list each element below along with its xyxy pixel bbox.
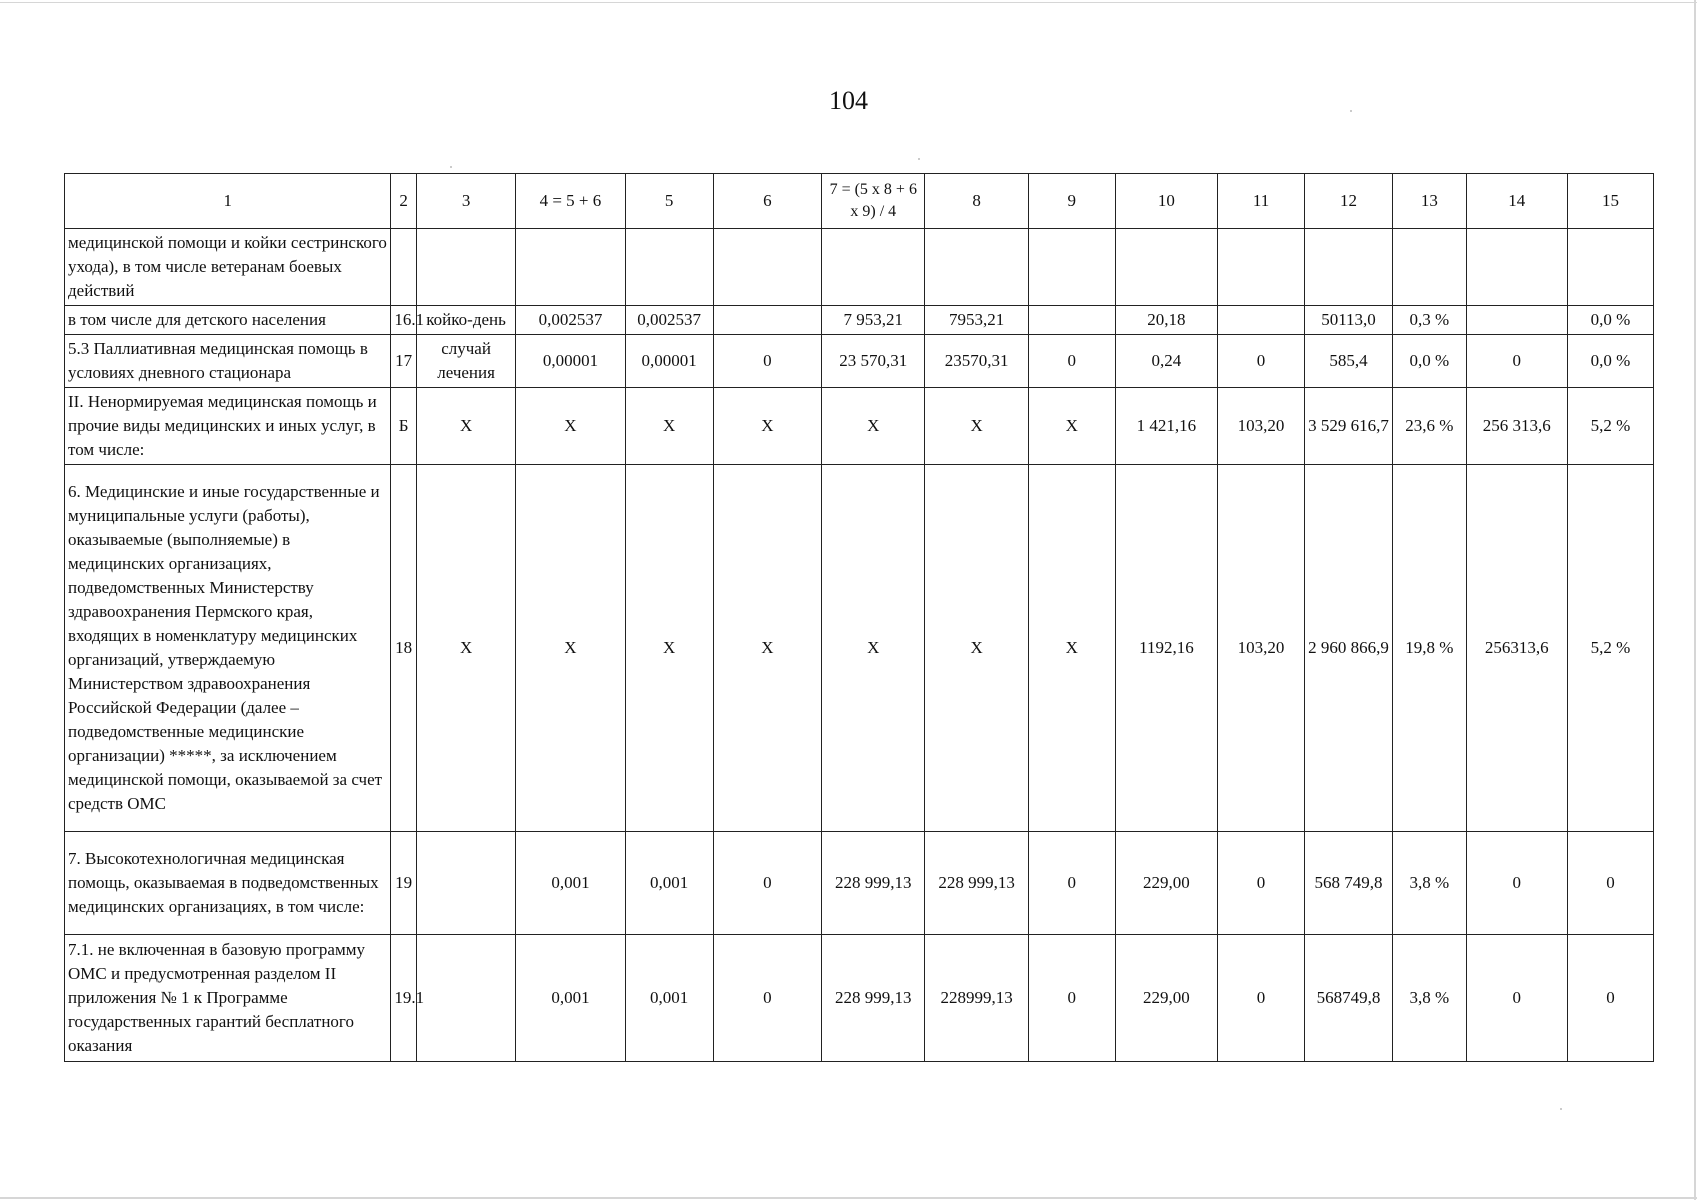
table-cell: 0 bbox=[1567, 832, 1653, 935]
table-cell: 0,00001 bbox=[516, 335, 625, 388]
table-cell bbox=[822, 229, 925, 306]
header-cell: 2 bbox=[391, 174, 417, 229]
header-cell: 1 bbox=[65, 174, 391, 229]
table-cell: 2 960 866,9 bbox=[1305, 465, 1393, 832]
table-cell bbox=[1567, 229, 1653, 306]
table-cell: 3,8 % bbox=[1393, 832, 1467, 935]
table-cell: 228 999,13 bbox=[822, 832, 925, 935]
table-cell: Х bbox=[1028, 388, 1115, 465]
table-row bbox=[65, 229, 1654, 306]
table-cell: 0,24 bbox=[1115, 335, 1217, 388]
table-cell: 256 313,6 bbox=[1466, 388, 1567, 465]
table-cell: 0 bbox=[1218, 335, 1305, 388]
table-cell: 0,0 % bbox=[1567, 306, 1653, 335]
table-cell bbox=[1466, 306, 1567, 335]
table-cell: 16.1 bbox=[391, 306, 417, 335]
table-cell: 0,0 % bbox=[1393, 335, 1467, 388]
table-cell: 0,001 bbox=[625, 832, 713, 935]
row-label: 5.3 Паллиативная медицинская помощь в условиях дневного стационара bbox=[65, 335, 391, 388]
table-cell: 229,00 bbox=[1115, 832, 1217, 935]
table-cell: Х bbox=[713, 465, 821, 832]
header-cell: 15 bbox=[1567, 174, 1653, 229]
table-cell: Х bbox=[416, 388, 515, 465]
table-cell: 0 bbox=[1567, 935, 1653, 1062]
table-cell: 0 bbox=[713, 832, 821, 935]
table-cell: 0 bbox=[1466, 832, 1567, 935]
table-cell: 0,002537 bbox=[625, 306, 713, 335]
table-cell: Х bbox=[625, 388, 713, 465]
table-cell: 0,001 bbox=[625, 935, 713, 1062]
row-label: 7.1. не включенная в базовую программу ОМС и предусмотренная разделом II приложения № 1 к Программе государственных гарантий бесплатного оказания bbox=[65, 935, 391, 1062]
table-cell bbox=[416, 832, 515, 935]
table-cell: 3,8 % bbox=[1393, 935, 1467, 1062]
table-cell: Х bbox=[822, 465, 925, 832]
table-row bbox=[65, 832, 1654, 935]
table-cell bbox=[1115, 229, 1217, 306]
scan-frame-bottom bbox=[0, 1197, 1697, 1199]
table-cell: 0 bbox=[1218, 832, 1305, 935]
table-cell: 103,20 bbox=[1218, 388, 1305, 465]
row-label: медицинской помощи и койки сестринского ухода), в том числе ветеранам боевых действий bbox=[65, 229, 391, 306]
table-cell: 23570,31 bbox=[925, 335, 1028, 388]
row-label: в том числе для детского населения bbox=[65, 306, 391, 335]
table-cell bbox=[1393, 229, 1467, 306]
row-label: 7. Высокотехнологичная медицинская помощь, оказываемая в подведомственных медицинских организациях, в том числе: bbox=[65, 832, 391, 935]
table-cell: 23 570,31 bbox=[822, 335, 925, 388]
table-cell bbox=[1028, 306, 1115, 335]
table-row bbox=[65, 335, 1654, 388]
table-cell: 0 bbox=[1028, 935, 1115, 1062]
table-cell: 0,00001 bbox=[625, 335, 713, 388]
scan-frame-top bbox=[0, 2, 1697, 3]
header-cell: 5 bbox=[625, 174, 713, 229]
table-cell: 0 bbox=[713, 335, 821, 388]
table-cell: 5,2 % bbox=[1567, 465, 1653, 832]
scan-speck bbox=[450, 166, 452, 168]
table-cell: 3 529 616,7 bbox=[1305, 388, 1393, 465]
table-cell: 5,2 % bbox=[1567, 388, 1653, 465]
table-cell: 0 bbox=[1218, 935, 1305, 1062]
table-cell: 228999,13 bbox=[925, 935, 1028, 1062]
header-cell: 7 = (5 х 8 + 6 х 9) / 4 bbox=[822, 174, 925, 229]
scan-speck bbox=[918, 158, 920, 160]
table-cell: 0 bbox=[1466, 935, 1567, 1062]
table-cell bbox=[1218, 229, 1305, 306]
table-row bbox=[65, 465, 1654, 832]
table-cell: случай лечения bbox=[416, 335, 515, 388]
table-cell bbox=[625, 229, 713, 306]
table-cell bbox=[713, 229, 821, 306]
row-label: II. Ненормируемая медицинская помощь и прочие виды медицинских и иных услуг, в том числе: bbox=[65, 388, 391, 465]
table-cell: 7953,21 bbox=[925, 306, 1028, 335]
table-cell: Х bbox=[822, 388, 925, 465]
table-cell: Х bbox=[925, 388, 1028, 465]
table-cell: 19.1 bbox=[391, 935, 417, 1062]
table-cell: койко-день bbox=[416, 306, 515, 335]
data-table bbox=[64, 173, 1654, 1062]
table-cell: 0,001 bbox=[516, 832, 625, 935]
table-cell: 0,002537 bbox=[516, 306, 625, 335]
header-cell: 14 bbox=[1466, 174, 1567, 229]
table-cell bbox=[713, 306, 821, 335]
table-cell: 19 bbox=[391, 832, 417, 935]
table-cell: 0 bbox=[1028, 832, 1115, 935]
table-header-row bbox=[65, 174, 1654, 229]
table-cell: Б bbox=[391, 388, 417, 465]
table-cell: 23,6 % bbox=[1393, 388, 1467, 465]
table-row bbox=[65, 388, 1654, 465]
table-cell: 568 749,8 bbox=[1305, 832, 1393, 935]
header-cell: 12 bbox=[1305, 174, 1393, 229]
table-cell: 0 bbox=[1028, 335, 1115, 388]
table-cell: 1192,16 bbox=[1115, 465, 1217, 832]
table-cell: Х bbox=[713, 388, 821, 465]
table-cell: Х bbox=[625, 465, 713, 832]
table-cell: 17 bbox=[391, 335, 417, 388]
header-cell: 8 bbox=[925, 174, 1028, 229]
table-cell: 229,00 bbox=[1115, 935, 1217, 1062]
header-cell: 6 bbox=[713, 174, 821, 229]
table-cell: 0,3 % bbox=[1393, 306, 1467, 335]
header-cell: 13 bbox=[1393, 174, 1467, 229]
table-row bbox=[65, 306, 1654, 335]
header-cell: 4 = 5 + 6 bbox=[516, 174, 625, 229]
table-cell: 585,4 bbox=[1305, 335, 1393, 388]
table-cell: 7 953,21 bbox=[822, 306, 925, 335]
table-row bbox=[65, 935, 1654, 1062]
table-cell: 20,18 bbox=[1115, 306, 1217, 335]
table-cell: 256313,6 bbox=[1466, 465, 1567, 832]
row-label: 6. Медицинские и иные государственные и муниципальные услуги (работы), оказываемые (выполняемые) в медицинских организациях, подведомственных Министерству здравоохранения Пермского края, входящих в номенклатуру медицинских организаций, утверждаемую Министерством здравоохранения Российской Федерации (далее – подведомственные медицинские организации) *****, за исключением медицинской помощи, оказываемой за счет средств ОМС bbox=[65, 465, 391, 832]
table-cell: 0 bbox=[713, 935, 821, 1062]
table-cell bbox=[1305, 229, 1393, 306]
table-cell bbox=[1028, 229, 1115, 306]
table-cell: 18 bbox=[391, 465, 417, 832]
table-cell bbox=[416, 935, 515, 1062]
table-cell bbox=[1466, 229, 1567, 306]
table-cell: 0 bbox=[1466, 335, 1567, 388]
table-cell: Х bbox=[925, 465, 1028, 832]
table-cell: 19,8 % bbox=[1393, 465, 1467, 832]
table-cell bbox=[516, 229, 625, 306]
header-cell: 11 bbox=[1218, 174, 1305, 229]
table-cell: 103,20 bbox=[1218, 465, 1305, 832]
table-cell: Х bbox=[1028, 465, 1115, 832]
table-cell bbox=[416, 229, 515, 306]
table-cell: 50113,0 bbox=[1305, 306, 1393, 335]
table-cell: Х bbox=[416, 465, 515, 832]
page-number: 104 bbox=[829, 86, 868, 115]
header-cell: 3 bbox=[416, 174, 515, 229]
table-cell: Х bbox=[516, 388, 625, 465]
table-cell: 228 999,13 bbox=[925, 832, 1028, 935]
table-cell: 228 999,13 bbox=[822, 935, 925, 1062]
table-cell: 568749,8 bbox=[1305, 935, 1393, 1062]
header-cell: 9 bbox=[1028, 174, 1115, 229]
table-cell: 0,0 % bbox=[1567, 335, 1653, 388]
scan-speck bbox=[1560, 1108, 1562, 1110]
table-cell: 0,001 bbox=[516, 935, 625, 1062]
table-cell: 1 421,16 bbox=[1115, 388, 1217, 465]
scan-frame-right bbox=[1694, 0, 1696, 1200]
table-cell bbox=[925, 229, 1028, 306]
table-cell: Х bbox=[516, 465, 625, 832]
header-cell: 10 bbox=[1115, 174, 1217, 229]
table-cell bbox=[391, 229, 417, 306]
table-cell bbox=[1218, 306, 1305, 335]
